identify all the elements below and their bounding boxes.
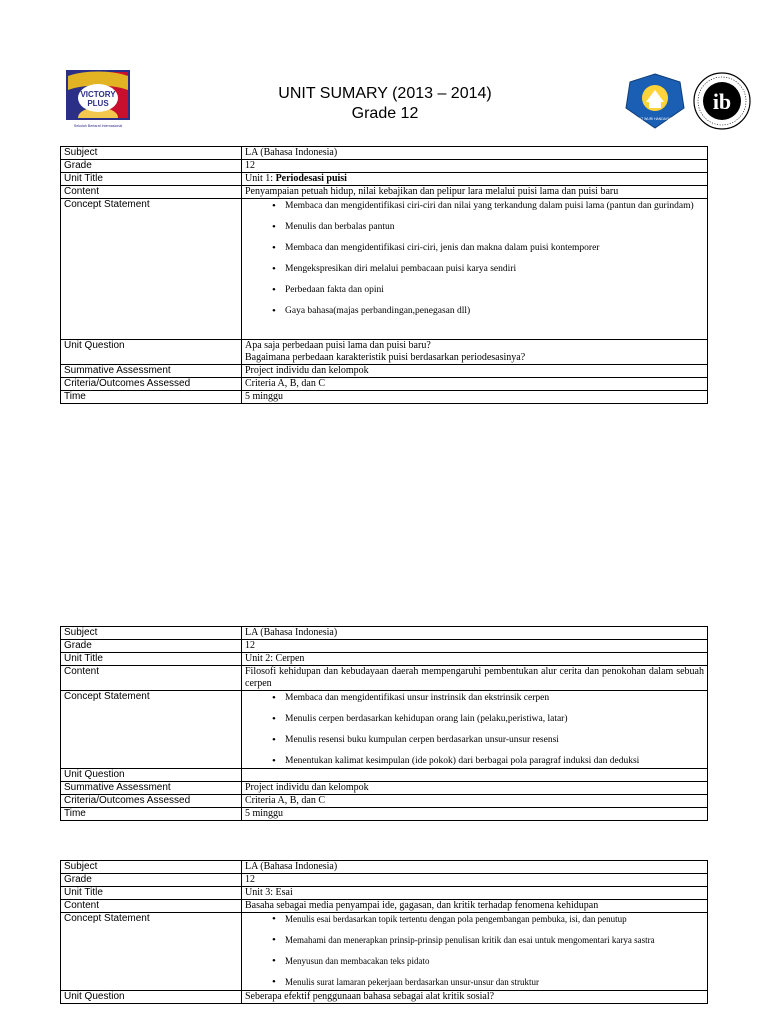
label-content: Content bbox=[61, 900, 242, 913]
row-content bbox=[61, 900, 708, 913]
list-item: • Membaca dan mengidentifikasi ciri-ciri dan nilai yang terkandung dalam puisi lama (pantun dan gurindam) bbox=[285, 199, 704, 220]
label-time: Time bbox=[61, 391, 242, 404]
label-concept: Concept Statement bbox=[61, 691, 242, 769]
row-unit-title bbox=[61, 887, 708, 900]
value-summative: Project individu dan kelompok bbox=[242, 365, 708, 378]
kemdikbud-logo bbox=[624, 72, 686, 130]
value-concept bbox=[242, 691, 708, 769]
logo-tagline: Sekolah Bertaraf Internasional bbox=[73, 124, 123, 128]
label-grade: Grade bbox=[61, 874, 242, 887]
row-concept bbox=[61, 913, 708, 991]
value-unit-title bbox=[242, 173, 708, 186]
value-unit-title: Unit 3: Esai bbox=[242, 887, 708, 900]
question-line: Bagaimana perbedaan karakteristik puisi berdasarkan periodesasinya? bbox=[245, 352, 526, 363]
row-content bbox=[61, 666, 708, 691]
list-item: • Memahami dan menerapkan prinsip-prinsip penulisan kritik dan esai untuk mengomentari karya sastra bbox=[285, 934, 704, 955]
ib-logo bbox=[692, 71, 752, 131]
list-item: • Menyusun dan membacakan teks pidato bbox=[285, 955, 704, 976]
label-summative: Summative Assessment bbox=[61, 365, 242, 378]
row-unit-title bbox=[61, 653, 708, 666]
value-concept bbox=[242, 913, 708, 991]
title-line2: Grade 12 bbox=[351, 105, 419, 122]
value-unit-title: Unit 2: Cerpen bbox=[242, 653, 708, 666]
list-item: • Membaca dan mengidentifikasi ciri-ciri, jenis dan makna dalam puisi kontemporer bbox=[285, 241, 704, 262]
value-summative: Project individu dan kelompok bbox=[242, 782, 708, 795]
list-item: • Menulis resensi buku kumpulan cerpen berdasarkan unsur-unsur resensi bbox=[285, 733, 704, 754]
value-concept bbox=[242, 199, 708, 340]
label-grade: Grade bbox=[61, 160, 242, 173]
row-concept bbox=[61, 199, 708, 340]
title-line1: UNIT SUMARY (2013 – 2014) bbox=[278, 85, 492, 102]
concept-list bbox=[245, 913, 704, 990]
value-grade: 12 bbox=[242, 874, 708, 887]
row-time bbox=[61, 391, 708, 404]
label-summative: Summative Assessment bbox=[61, 782, 242, 795]
unit-summary-table-2 bbox=[60, 626, 708, 821]
label-content: Content bbox=[61, 666, 242, 691]
victory-plus-school-logo bbox=[64, 68, 132, 130]
row-criteria bbox=[61, 378, 708, 391]
value-content: Filosofi kehidupan dan kebudayaan daerah mempengaruhi pembentukan alur cerita dan penokohan dalam sebuah cerpen bbox=[242, 666, 708, 691]
list-item: • Menentukan kalimat kesimpulan (ide pokok) dari berbagai pola paragraf induksi dan deduksi bbox=[285, 754, 704, 768]
row-concept bbox=[61, 691, 708, 769]
row-subject bbox=[61, 147, 708, 160]
label-concept: Concept Statement bbox=[61, 199, 242, 340]
list-item: • Menulis dan berbalas pantun bbox=[285, 220, 704, 241]
list-item: • Menulis surat lamaran pekerjaan berdasarkan unsur-unsur dan struktur bbox=[285, 976, 704, 990]
unit-summary-table-1 bbox=[60, 146, 708, 404]
label-unit-title: Unit Title bbox=[61, 173, 242, 186]
label-unit-title: Unit Title bbox=[61, 653, 242, 666]
concept-list bbox=[245, 691, 704, 768]
label-criteria: Criteria/Outcomes Assessed bbox=[61, 378, 242, 391]
row-unit-question bbox=[61, 769, 708, 782]
label-unit-question: Unit Question bbox=[61, 769, 242, 782]
page-header bbox=[0, 0, 768, 140]
list-item: • Gaya bahasa(majas perbandingan,penegasan dll) bbox=[285, 304, 704, 318]
row-time bbox=[61, 808, 708, 821]
question-line: Apa saja perbedaan puisi lama dan puisi baru? bbox=[245, 340, 431, 351]
list-item: • Menulis esai berdasarkan topik tertentu dengan pola pengembangan pembuka, isi, dan penutup bbox=[285, 913, 704, 934]
label-time: Time bbox=[61, 808, 242, 821]
row-criteria bbox=[61, 795, 708, 808]
value-grade: 12 bbox=[242, 640, 708, 653]
label-subject: Subject bbox=[61, 861, 242, 874]
logo-line2: PLUS bbox=[87, 99, 109, 108]
label-content: Content bbox=[61, 186, 242, 199]
unit-name: Periodesasi puisi bbox=[275, 173, 347, 184]
concept-list bbox=[245, 199, 704, 318]
row-grade bbox=[61, 160, 708, 173]
row-grade bbox=[61, 874, 708, 887]
logo-line1: VICTORY bbox=[80, 90, 116, 99]
row-subject bbox=[61, 627, 708, 640]
label-unit-question: Unit Question bbox=[61, 340, 242, 365]
unit-prefix: Unit 1: bbox=[245, 173, 276, 184]
list-item: • Menulis cerpen berdasarkan kehidupan orang lain (pelaku,peristiwa, latar) bbox=[285, 712, 704, 733]
label-criteria: Criteria/Outcomes Assessed bbox=[61, 795, 242, 808]
label-subject: Subject bbox=[61, 627, 242, 640]
value-content: Penyampaian petuah hidup, nilai kebajikan dan pelipur lara melalui puisi lama dan puisi baru bbox=[242, 186, 708, 199]
row-unit-question bbox=[61, 340, 708, 365]
label-unit-question: Unit Question bbox=[61, 991, 242, 1004]
row-summative bbox=[61, 782, 708, 795]
label-concept: Concept Statement bbox=[61, 913, 242, 991]
list-item: • Perbedaan fakta dan opini bbox=[285, 283, 704, 304]
label-subject: Subject bbox=[61, 147, 242, 160]
label-grade: Grade bbox=[61, 640, 242, 653]
value-criteria: Criteria A, B, dan C bbox=[242, 795, 708, 808]
document-title bbox=[200, 84, 570, 124]
ib-letters: ib bbox=[712, 89, 732, 114]
value-subject: LA (Bahasa Indonesia) bbox=[242, 627, 708, 640]
list-item: • Membaca dan mengidentifikasi unsur instrinsik dan ekstrinsik cerpen bbox=[285, 691, 704, 712]
value-unit-question bbox=[242, 340, 708, 365]
label-unit-title: Unit Title bbox=[61, 887, 242, 900]
value-unit-question: Seberapa efektif penggunaan bahasa sebagai alat kritik sosial? bbox=[242, 991, 708, 1004]
value-subject: LA (Bahasa Indonesia) bbox=[242, 861, 708, 874]
value-content: Basaha sebagai media penyampai ide, gagasan, dan kritik terhadap fenomena kehidupan bbox=[242, 900, 708, 913]
value-grade: 12 bbox=[242, 160, 708, 173]
unit-summary-table-3 bbox=[60, 860, 708, 1004]
row-summative bbox=[61, 365, 708, 378]
value-subject: LA (Bahasa Indonesia) bbox=[242, 147, 708, 160]
row-subject bbox=[61, 861, 708, 874]
row-unit-question bbox=[61, 991, 708, 1004]
row-unit-title bbox=[61, 173, 708, 186]
value-criteria: Criteria A, B, dan C bbox=[242, 378, 708, 391]
value-unit-question bbox=[242, 769, 708, 782]
row-content bbox=[61, 186, 708, 199]
value-time: 5 minggu bbox=[242, 391, 708, 404]
kemdik-label: TUT WURI HANDAYANI bbox=[636, 117, 674, 121]
list-item: • Mengekspresikan diri melalui pembacaan puisi karya sendiri bbox=[285, 262, 704, 283]
row-grade bbox=[61, 640, 708, 653]
value-time: 5 minggu bbox=[242, 808, 708, 821]
